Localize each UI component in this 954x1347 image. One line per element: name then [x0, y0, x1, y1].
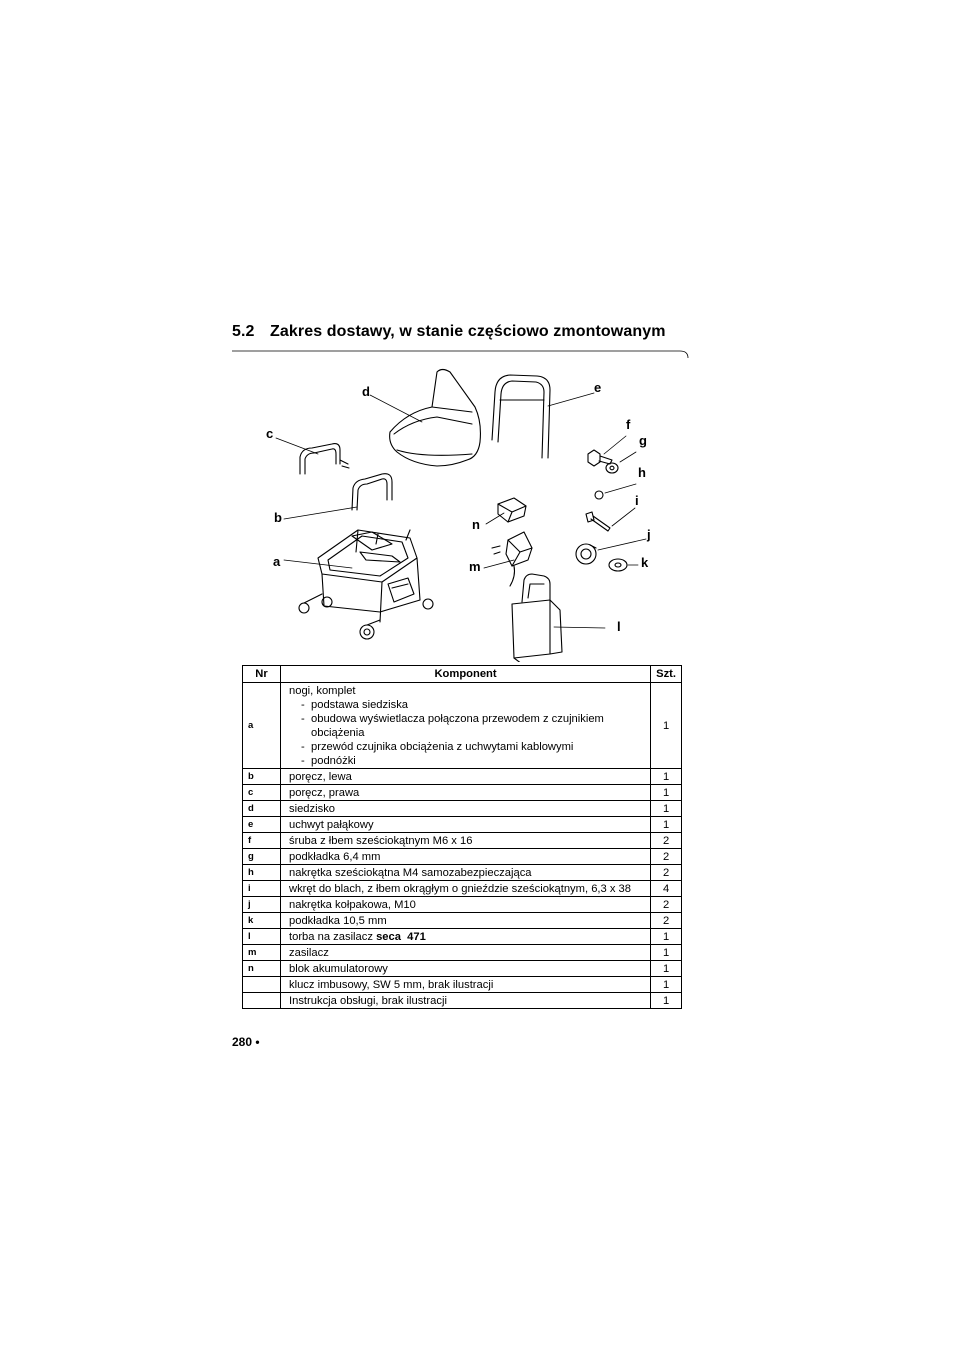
row-component: poręcz, prawa	[281, 785, 651, 801]
row-nr	[243, 977, 281, 993]
row-component: uchwyt pałąkowy	[281, 817, 651, 833]
callout-e: e	[594, 380, 602, 395]
row-qty: 1	[651, 801, 682, 817]
table-row	[243, 849, 682, 865]
row-nr: g	[243, 849, 281, 865]
row-nr: a	[243, 683, 281, 769]
row-qty: 1	[651, 945, 682, 961]
table-row	[243, 833, 682, 849]
washer-small-drawing	[606, 463, 618, 473]
row-main-text: nogi, komplet	[289, 684, 356, 697]
table-row	[243, 865, 682, 881]
sub-item: - przewód czujnika obciążenia z uchwytami kablowymi	[301, 740, 574, 753]
row-nr: j	[243, 897, 281, 913]
row-qty: 1	[651, 977, 682, 993]
sub-item: - podnóżki	[301, 754, 356, 767]
row-component: podkładka 10,5 mm	[281, 913, 651, 929]
table-row	[243, 977, 682, 993]
callout-f: f	[626, 417, 631, 432]
table-row	[243, 897, 682, 913]
sub-item-continued: obciążenia	[311, 726, 365, 739]
section-heading	[232, 323, 666, 341]
table-row	[243, 785, 682, 801]
row-component	[281, 929, 651, 945]
table-row	[243, 993, 682, 1009]
row-nr: e	[243, 817, 281, 833]
table-row	[243, 881, 682, 897]
row-nr: c	[243, 785, 281, 801]
callout-l: l	[617, 619, 621, 634]
row-nr: m	[243, 945, 281, 961]
row-component: nakrętka sześciokątna M4 samozabezpieczająca	[281, 865, 651, 881]
row-component: podkładka 6,4 mm	[281, 849, 651, 865]
table-row	[243, 961, 682, 977]
table-row	[243, 801, 682, 817]
row-qty: 1	[651, 929, 682, 945]
heading-rule	[232, 348, 689, 358]
callout-a: a	[273, 554, 281, 569]
bag-drawing	[512, 574, 562, 662]
washer-large-drawing	[609, 559, 627, 571]
callout-d: d	[362, 384, 370, 399]
battery-drawing	[498, 498, 526, 522]
row-qty: 4	[651, 881, 682, 897]
table-row	[243, 913, 682, 929]
cap-nut-drawing	[576, 544, 596, 564]
table-header-row	[243, 666, 682, 683]
row-qty: 2	[651, 913, 682, 929]
row-component: śruba z łbem sześciokątnym M6 x 16	[281, 833, 651, 849]
callout-h: h	[638, 465, 646, 480]
callout-n: n	[472, 517, 480, 532]
table-row	[243, 929, 682, 945]
callout-c: c	[266, 426, 274, 441]
callout-b: b	[274, 510, 282, 525]
sub-item: - obudowa wyświetlacza połączona przewodem z czujnikiem	[301, 712, 604, 725]
row-nr	[243, 993, 281, 1009]
row-qty: 2	[651, 833, 682, 849]
row-qty: 1	[651, 785, 682, 801]
callout-k: k	[641, 555, 649, 570]
header-qty: Szt.	[651, 666, 682, 683]
table-row	[243, 817, 682, 833]
sub-item: - podstawa siedziska	[301, 698, 409, 711]
row-nr: f	[243, 833, 281, 849]
product-name: seca 471	[376, 930, 426, 943]
power-supply-drawing	[492, 532, 532, 586]
parts-table	[242, 665, 682, 1009]
callout-j: j	[647, 527, 651, 542]
callout-g: g	[639, 433, 647, 448]
row-qty: 1	[651, 817, 682, 833]
base-frame-drawing	[299, 530, 433, 639]
seat-drawing	[390, 370, 481, 467]
row-qty: 2	[651, 849, 682, 865]
row-qty: 1	[651, 961, 682, 977]
armrest-left-drawing	[352, 474, 392, 510]
row-component: wkręt do blach, z łbem okrągłym o gnieździe sześciokątnym, 6,3 x 38	[281, 881, 651, 897]
callout-m: m	[469, 559, 481, 574]
row-nr: d	[243, 801, 281, 817]
row-qty: 1	[651, 769, 682, 785]
armrest-right-drawing	[300, 444, 349, 474]
section-number: 5.2	[232, 323, 255, 340]
callout-i: i	[635, 493, 639, 508]
row-nr: l	[243, 929, 281, 945]
parts-illustration	[232, 362, 692, 662]
row-component	[281, 683, 651, 769]
row-component: siedzisko	[281, 801, 651, 817]
row-component: poręcz, lewa	[281, 769, 651, 785]
nut-drawing	[595, 491, 603, 499]
row-nr: b	[243, 769, 281, 785]
row-component: nakrętka kołpakowa, M10	[281, 897, 651, 913]
row-qty: 2	[651, 865, 682, 881]
handle-drawing	[492, 375, 550, 458]
row-nr: i	[243, 881, 281, 897]
row-nr: h	[243, 865, 281, 881]
row-component: blok akumulatorowy	[281, 961, 651, 977]
section-title: Zakres dostawy, w stanie częściowo zmontowanym	[270, 323, 666, 340]
row-component: klucz imbusowy, SW 5 mm, brak ilustracji	[281, 977, 651, 993]
row-component: Instrukcja obsługi, brak ilustracji	[281, 993, 651, 1009]
row-nr: n	[243, 961, 281, 977]
row-qty: 2	[651, 897, 682, 913]
page-number: 280 •	[232, 1035, 260, 1049]
table-row	[243, 769, 682, 785]
header-nr: Nr	[243, 666, 281, 683]
row-component-text: torba na zasilacz	[289, 930, 373, 943]
row-qty: 1	[651, 683, 682, 769]
parts-drawing	[232, 362, 692, 662]
row-component: zasilacz	[281, 945, 651, 961]
screw-drawing	[586, 512, 610, 531]
table-row	[243, 683, 682, 769]
header-component: Komponent	[281, 666, 651, 683]
table-row	[243, 945, 682, 961]
row-qty: 1	[651, 993, 682, 1009]
row-nr: k	[243, 913, 281, 929]
